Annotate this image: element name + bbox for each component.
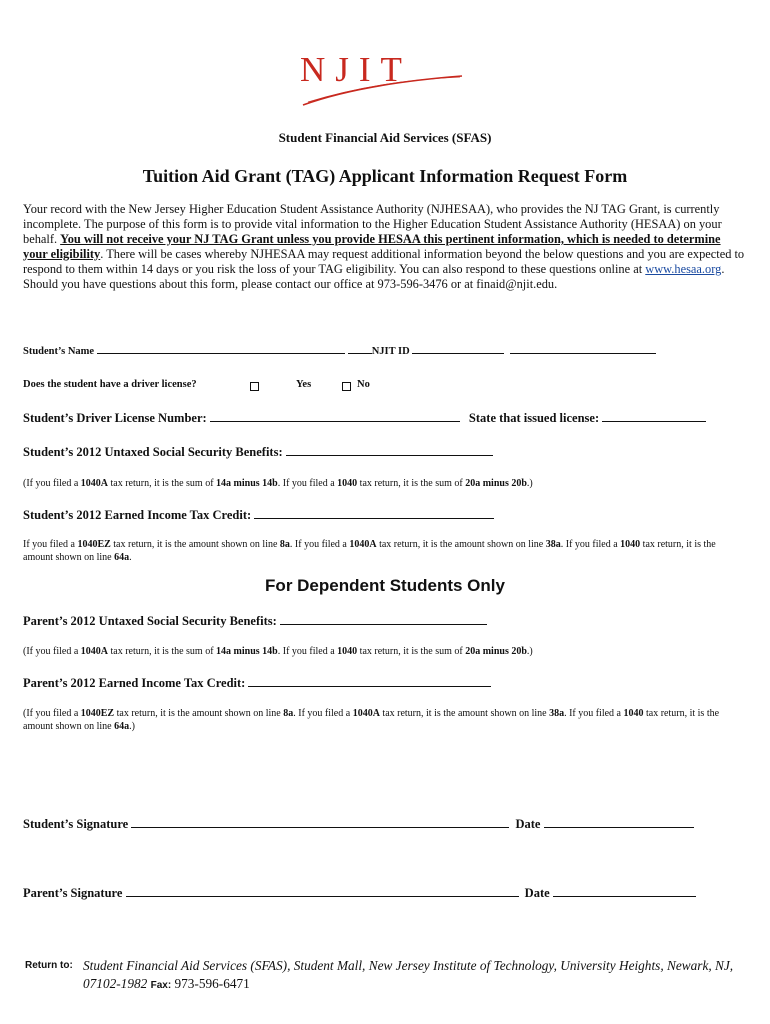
njit-id-field[interactable] [412, 343, 504, 354]
note-bold: 38a [549, 708, 565, 719]
student-name-label: Student’s Name [23, 346, 95, 357]
note-text: tax return, it is the sum of [357, 478, 466, 489]
parent-signature-field[interactable] [126, 886, 519, 897]
note-text: . If you filed a [560, 539, 621, 550]
license-number-field[interactable] [210, 411, 460, 422]
note-bold: 14a minus 14b [216, 478, 278, 489]
student-ss-field[interactable] [286, 445, 493, 456]
hesaa-link[interactable]: www.hesaa.org [645, 261, 722, 276]
note-text: (If you filed a [23, 708, 81, 719]
license-number-row [23, 411, 706, 426]
student-eitc-row [23, 508, 494, 523]
njit-id-label: NJIT ID [371, 346, 410, 357]
note-bold: 1040A [80, 478, 108, 489]
note-text: . If you filed a [293, 708, 353, 719]
logo-text: NJIT [300, 50, 412, 89]
note-bold: 1040A [80, 646, 108, 657]
parent-date-field[interactable] [553, 886, 696, 897]
njit-logo [300, 50, 470, 108]
parent-eitc-note [23, 707, 748, 733]
note-text: . [129, 552, 132, 563]
intro-text-3: . Should you have questions about this form, please contact our office at 973-596-3476 or at finaid@njit.edu. [23, 261, 725, 291]
return-address [83, 957, 753, 995]
parent-signature-row [23, 886, 696, 901]
note-text: tax return, it is the amount shown on line [23, 539, 716, 563]
yes-checkbox-wrap [250, 379, 259, 397]
parent-signature-label: Parent’s Signature [23, 886, 123, 900]
note-bold: 38a [545, 539, 561, 550]
parent-eitc-field[interactable] [248, 676, 491, 687]
note-text: (If you filed a [23, 478, 81, 489]
no-checkbox-wrap [342, 379, 351, 397]
note-bold: 1040A [352, 708, 380, 719]
note-bold: 64a [114, 552, 130, 563]
student-ss-row [23, 445, 493, 460]
student-signature-label: Student’s Signature [23, 817, 129, 831]
note-text: tax return, it is the sum of [108, 646, 217, 657]
state-label: State that issued license: [468, 411, 600, 425]
njit-id-field-extra[interactable] [510, 343, 656, 354]
fax-label: Fax: [150, 980, 172, 991]
intro-text-1: Your record with the New Jersey Higher Education Student Assistance Authority (NJHESAA), who provides the NJ TAG Grant, is currently incomplete. The purpose of this form is to provide vital information to the Higher Education Student Assistance Authority (HESAA) on your behalf. [23, 202, 722, 246]
parent-eitc-label: Parent’s 2012 Earned Income Tax Credit: [23, 676, 246, 690]
student-eitc-note [23, 538, 748, 564]
student-name-field[interactable] [97, 343, 345, 354]
note-bold: 14a minus 14b [216, 646, 278, 657]
parent-ss-field[interactable] [280, 614, 487, 625]
no-checkbox[interactable] [342, 382, 351, 391]
note-bold: 8a [279, 539, 290, 550]
note-text: If you filed a [23, 539, 78, 550]
return-label: Return to: [25, 960, 73, 971]
note-bold: 1040 [620, 539, 641, 550]
note-bold: 1040 [337, 478, 358, 489]
note-bold: 8a [283, 708, 294, 719]
note-bold: 1040EZ [77, 539, 111, 550]
note-bold: 20a minus 20b [465, 478, 527, 489]
note-text: tax return, it is the sum of [108, 478, 217, 489]
intro-paragraph [23, 202, 747, 291]
yes-label: Yes [296, 379, 312, 390]
fax-number: 973-596-6471 [174, 976, 250, 991]
note-text: tax return, it is the amount shown on line [23, 708, 720, 732]
note-bold: 20a minus 20b [465, 646, 527, 657]
note-text: . If you filed a [564, 708, 624, 719]
student-signature-field[interactable] [131, 817, 509, 828]
note-text: tax return, it is the amount shown on line [114, 708, 284, 719]
note-bold: 1040 [337, 646, 358, 657]
parent-ss-label: Parent’s 2012 Untaxed Social Security Benefits: [23, 614, 277, 628]
intro-text-2: . There will be cases whereby NJHESAA may request additional information beyond the below questions and you are expected to respond to them within 14 days or you risk the loss of your TAG eligibility. You can also respond to these questions online at [23, 246, 745, 276]
student-signature-row [23, 817, 694, 832]
logo-swoosh [300, 50, 470, 108]
student-date-field[interactable] [544, 817, 694, 828]
note-text: (If you filed a [23, 646, 81, 657]
student-name-row [23, 343, 656, 357]
note-bold: 1040 [623, 708, 644, 719]
note-text: . If you filed a [277, 478, 338, 489]
state-field[interactable] [602, 411, 706, 422]
license-question: Does the student have a driver license? [23, 379, 197, 390]
parent-ss-note [23, 645, 533, 658]
note-bold: 1040A [349, 539, 377, 550]
note-text: . If you filed a [277, 646, 338, 657]
department-name: Student Financial Aid Services (SFAS) [278, 130, 492, 145]
student-name-field-extra[interactable] [348, 343, 372, 354]
note-text: . If you filed a [289, 539, 350, 550]
note-text: tax return, it is the sum of [357, 646, 466, 657]
parent-date-label: Date [524, 886, 550, 900]
intro-emphasis: You will not receive your NJ TAG Grant unless you provide HESAA this pertinent information, which is needed to determine your eligibility [23, 231, 721, 261]
license-number-label: Student’s Driver License Number: [23, 411, 207, 425]
student-date-label: Date [515, 817, 541, 831]
return-address-text: Student Financial Aid Services (SFAS), Student Mall, New Jersey Institute of Technology, University Heights, Newark, NJ, 07102-1982 [83, 958, 734, 991]
no-label: No [357, 379, 370, 390]
form-title: Tuition Aid Grant (TAG) Applicant Information Request Form [142, 166, 628, 186]
parent-ss-row [23, 614, 487, 629]
note-text: .) [129, 721, 135, 732]
note-text: .) [526, 478, 533, 489]
note-text: tax return, it is the amount shown on line [379, 708, 550, 719]
student-eitc-field[interactable] [254, 508, 494, 519]
student-ss-label: Student’s 2012 Untaxed Social Security Benefits: [23, 445, 283, 459]
parent-eitc-row [23, 676, 491, 691]
note-bold: 1040EZ [80, 708, 115, 719]
student-eitc-label: Student’s 2012 Earned Income Tax Credit: [23, 508, 252, 522]
dependent-heading: For Dependent Students Only [265, 576, 505, 595]
note-bold: 64a [114, 721, 130, 732]
student-ss-note [23, 477, 533, 490]
yes-checkbox[interactable] [250, 382, 259, 391]
note-text: tax return, it is the amount shown on line [110, 539, 280, 550]
note-text: tax return, it is the amount shown on line [376, 539, 546, 550]
note-text: .) [526, 646, 533, 657]
